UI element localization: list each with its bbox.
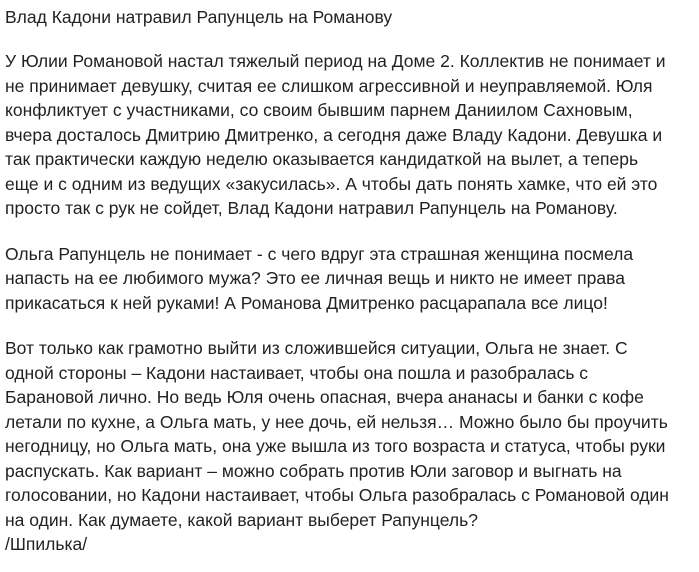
article-paragraph-2: Ольга Рапунцель не понимает - с чего вдруг эта страшная женщина посмела напасть на ее любимого мужа? Это ее личная вещь и никто не имеет права прикасаться к ней руками! А Романова Дмитренко расцарапала все лицо! bbox=[5, 243, 634, 313]
article-title: Влад Кадони натравил Рапунцель на Романову bbox=[5, 7, 393, 27]
article-body bbox=[5, 49, 699, 557]
article-paragraph-3: Вот только как грамотно выйти из сложившейся ситуации, Ольга не знает. С одной стороны – Кадони настаивает, чтобы она пошла и разобралась с Барановой лично. Но ведь Юля очень опасная, вчера ананасы и банки с кофе летали по кухне, а Ольга мать, у нее дочь, ей нельзя… Можно было бы проучить негодницу, но Ольга мать, она уже вышла из того возраста и статуса, чтобы руки распускать. Как вариант – можно собрать против Юли заговор и выгнать на голосовании, но Кадони настаивает, чтобы Ольга разобралась с Романовой один на один. Как думаете, какой вариант выберет Рапунцель? bbox=[5, 338, 669, 530]
article-paragraph-1: У Юлии Романовой настал тяжелый период на Доме 2. Коллектив не понимает и не принимает девушку, считая ее слишком агрессивной и неуправляемой. Юля конфликтует с участниками, со своим бывшим парнем Даниилом Сахновым, вчера досталось Дмитрию Дмитренко, а сегодня даже Владу Кадони. Девушка и так практически каждую неделю оказывается кандидаткой на вылет, а теперь еще и с одним из ведущих «закусилась». А чтобы дать понять хамке, что ей это просто так с рук не сойдет, Влад Кадони натравил Рапунцель на Романову. bbox=[5, 51, 666, 218]
article-signature: /Шпилька/ bbox=[5, 534, 88, 554]
